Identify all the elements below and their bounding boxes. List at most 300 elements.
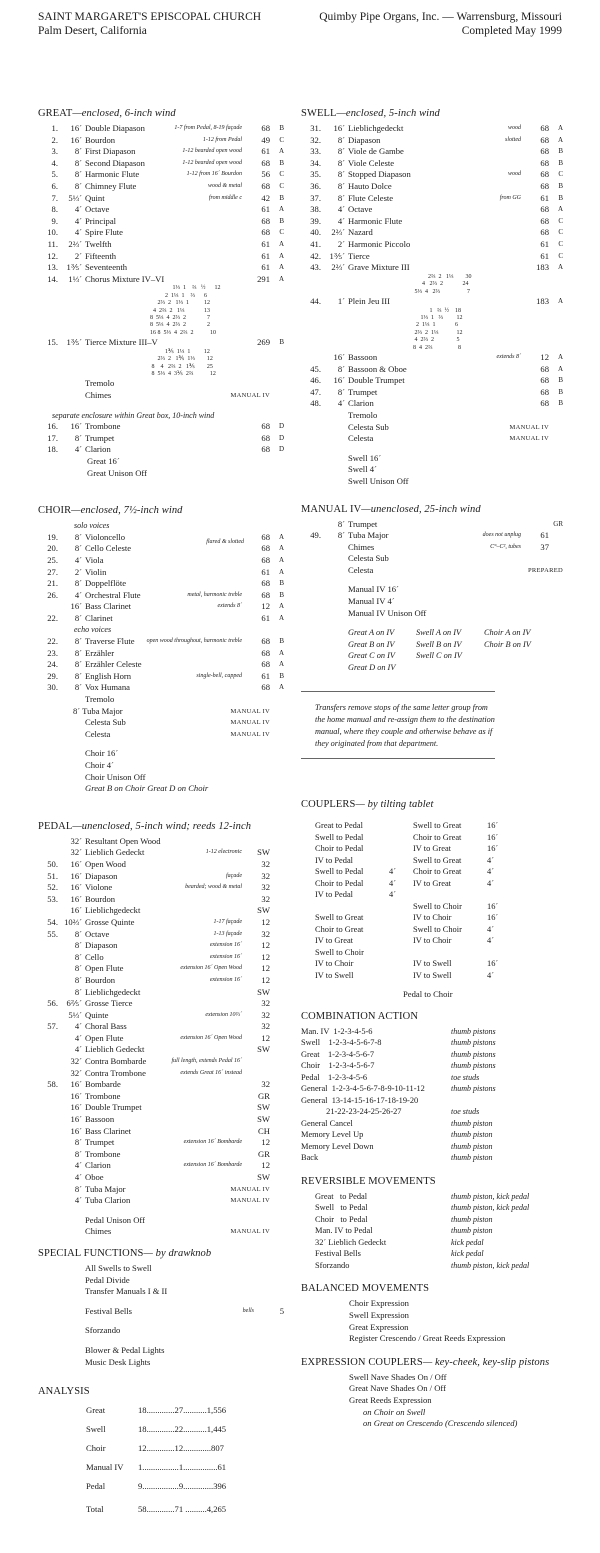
left-column: [38, 108, 284, 1519]
stop-ft: 1⅗´: [329, 250, 345, 261]
swell-reed-list: [301, 352, 563, 410]
stop-name: First Diapason: [85, 146, 136, 157]
analysis-cell: Total: [86, 1504, 104, 1515]
stop-pipes: SW: [257, 1172, 270, 1182]
coupler-cell: IV to Swell: [315, 970, 354, 980]
stop-name: Clarion: [348, 398, 374, 409]
stop-pipes: 61: [540, 192, 549, 203]
stop-note: 1-12 bearded open wood: [182, 159, 242, 166]
special-item: Sforzando: [85, 1325, 121, 1336]
table-cell: Memory Level Down: [301, 1141, 374, 1151]
stop-pipes: 68: [540, 146, 549, 157]
analysis-cell: Swell: [86, 1424, 106, 1435]
stop-pipes: MANUAL IV: [230, 1197, 270, 1205]
stop-row: [301, 193, 563, 205]
stop-row: [38, 847, 284, 859]
stop-ft: 8´: [74, 940, 82, 951]
expression-sub2: on Great on Crescendo (Crescendo silenced): [363, 1418, 518, 1429]
stop-div: A: [278, 683, 284, 692]
stop-div: B: [279, 579, 284, 588]
stop-name: Nazard: [348, 227, 373, 238]
stop-ft: 16´: [70, 1125, 82, 1136]
transfer-cell: Swell A on IV: [416, 628, 462, 638]
manual4-transfer-grid: [301, 627, 563, 673]
coupler-cell: [389, 843, 413, 855]
swell-tremolo: Tremolo: [348, 409, 378, 420]
stop-ft: 8´: [337, 134, 345, 145]
stop-div: B: [279, 193, 284, 202]
coupler-cell: IV to Choir: [315, 959, 354, 969]
stop-pipes: 68: [261, 659, 270, 670]
stop-ft: 10⅔´: [64, 916, 82, 927]
stop-row: [38, 929, 284, 941]
stop-ft: 32´: [70, 847, 82, 858]
stop-num: 23.: [47, 647, 58, 658]
stop-name: Chimney Flute: [85, 180, 137, 191]
coupler-cell: [389, 820, 413, 832]
stop-pipes: 68: [540, 215, 549, 226]
stop-div: B: [558, 147, 563, 156]
stop-row: [38, 998, 284, 1010]
stop-pipes: 32: [261, 1009, 270, 1020]
balanced-list: [301, 1298, 563, 1344]
analysis-cell: 18.............27...........1,556: [138, 1405, 227, 1416]
stop-note: C°–C², tubes: [490, 543, 521, 550]
stop-name: Lieblichgedeckt: [348, 123, 404, 133]
table-cell: [451, 1095, 571, 1107]
swell-unison-off: Swell Unison Off: [348, 475, 409, 486]
stop-ft: 4´: [74, 1032, 82, 1043]
stop-div: A: [278, 532, 284, 541]
stop-row: [38, 940, 284, 952]
transfer-cell: [416, 662, 484, 674]
stop-pipes: 61: [261, 262, 270, 273]
stop-pipes: 68: [261, 123, 270, 133]
stop-name: Second Diapason: [85, 157, 145, 168]
stop-ft: 8´: [337, 157, 345, 168]
stop-row: [38, 1114, 284, 1126]
stop-pipes: 68: [540, 363, 549, 374]
stop-name: Harmonic Flute: [348, 215, 403, 226]
stop-row: [38, 1068, 284, 1080]
reversible-table: [301, 1191, 563, 1272]
stop-ft: 8´: [74, 612, 82, 623]
stop-ft: 8´: [74, 180, 82, 191]
coupler-cell: Choir to Great: [413, 867, 462, 877]
stop-name: Open Flute: [85, 963, 124, 974]
table-cell: General 1-2-3-4-5-6-7-8-9-10-11-12: [301, 1084, 425, 1094]
stop-row: [301, 216, 563, 228]
stop-ft: 8´: [337, 146, 345, 157]
stop-pipes: 37: [540, 541, 549, 552]
expression-item: Great Nave Shades On / Off: [349, 1383, 446, 1394]
stop-row: [38, 963, 284, 975]
stop-ft: 1⅗´: [66, 337, 82, 348]
manual4-title: MANUAL IV—unenclosed, 25-inch wind: [301, 503, 481, 515]
stop-div: B: [558, 376, 563, 385]
manual4-stop-list: [301, 519, 563, 577]
couplers-title: COUPLERS— by tilting tablet: [301, 799, 434, 811]
stop-pipes: 68: [540, 386, 549, 397]
stop-num: 55.: [47, 928, 58, 939]
stop-ft: 8´: [74, 1137, 82, 1148]
stop-note: from middle c: [208, 194, 242, 201]
stop-ft: 4´: [74, 1044, 82, 1055]
coupler-cell: IV to Swell: [413, 959, 452, 969]
table-cell: thumb piston, kick pedal: [451, 1191, 530, 1201]
choir-echo-list: [38, 636, 284, 694]
stop-pipes: 68: [540, 134, 549, 145]
stop-ft: 16´: [333, 351, 345, 362]
stop-pipes: GR: [258, 1090, 270, 1101]
stop-name: Grosse Quinte: [85, 916, 135, 927]
coupler-cell: [389, 912, 413, 924]
analysis-cell: Choir: [86, 1443, 106, 1454]
stop-div: GR: [553, 519, 563, 528]
stop-row: [38, 433, 284, 445]
stop-num: 44.: [310, 295, 321, 306]
stop-row: [301, 519, 563, 531]
stop-ft: 32´: [70, 835, 82, 846]
stop-row: [38, 682, 284, 694]
transfer-cell: Great D on IV: [348, 662, 396, 672]
analysis-cell: 18.............22...........1,445: [138, 1424, 227, 1435]
stop-name: Grave Mixture III: [348, 262, 410, 273]
stop-name: Trumpet: [85, 432, 115, 443]
stop-pipes: 68: [540, 398, 549, 409]
transfer-note: Transfers remove stops of the same letter group from the home manual and re-assign them to the destination manual, where they couple and otherwise behave as if they originated from that department.: [301, 691, 495, 759]
table-cell: toe studs: [451, 1072, 480, 1082]
table-cell: General Cancel: [301, 1118, 353, 1128]
stop-row: [38, 567, 284, 579]
stop-num: 29.: [47, 670, 58, 681]
stop-name: Double Diapason: [85, 123, 145, 133]
stop-ft: 8´: [337, 530, 345, 541]
stop-ft: 16´: [70, 421, 82, 432]
stop-num: 1.: [51, 123, 58, 133]
stop-pipes: 269: [257, 337, 270, 348]
stop-name: Flute Celeste: [348, 192, 394, 203]
stop-ft: 8´: [337, 363, 345, 374]
stop-div: A: [557, 135, 563, 144]
stop-name: Double Trumpet: [85, 1102, 142, 1113]
stop-pipes: 12: [261, 1032, 270, 1043]
stop-name: Bass Clarinet: [85, 1125, 132, 1136]
stop-pipes: 68: [540, 123, 549, 133]
stop-num: 4.: [51, 157, 58, 168]
stop-row: [38, 1033, 284, 1045]
stop-pipes: 42: [261, 192, 270, 203]
stop-pipes: 61: [540, 250, 549, 261]
stop-note: extension 10⅔´: [205, 1011, 242, 1018]
stop-pipes: SW: [257, 1114, 270, 1125]
stop-num: 7.: [51, 192, 58, 203]
stop-div: A: [278, 147, 284, 156]
great-title: GREAT—enclosed, 6-inch wind: [38, 108, 176, 119]
stop-name: Bourdon: [85, 134, 116, 145]
stop-div: A: [278, 613, 284, 622]
transfer-cell: Swell C on IV: [416, 651, 462, 661]
analysis-cell: 1.................1................61: [138, 1462, 227, 1473]
stop-ft: 2´: [74, 566, 82, 577]
completion-date: Completed May 1999: [461, 25, 562, 37]
choir-celesta: Celesta MANUAL IV: [85, 728, 270, 739]
stop-num: 38.: [310, 204, 321, 215]
stop-pipes: MANUAL IV: [230, 1185, 270, 1193]
stop-note: wood & metal: [208, 182, 242, 189]
stop-pipes: 61: [261, 670, 270, 681]
stop-num: 26.: [47, 589, 58, 600]
stop-name: Bass Clarinet: [85, 601, 132, 612]
stop-div: D: [278, 422, 284, 431]
great-mixture14: 1⅓ 1 ⅔ ½ 12 2 1⅓ 1 ⅔ 6 2⅔ 2 1⅓ 1 12 4 2⅔ 2 1⅓ 13 8 5⅓ 4 2⅔ 2 7 8 5⅓ 4 2⅔ 2 2 16 8 5⅓ 4 2⅔ 2 10: [150, 285, 221, 336]
table-cell: General 13-14-15-16-17-18-19-20: [301, 1095, 419, 1105]
stop-name: Spire Flute: [85, 227, 123, 238]
stop-name: Traverse Flute: [85, 636, 135, 647]
stop-pipes: 61: [540, 238, 549, 249]
stop-num: 12.: [47, 250, 58, 261]
stop-row: [38, 659, 284, 671]
stop-div: D: [278, 433, 284, 442]
stop-div: A: [278, 274, 284, 283]
special-item: Music Desk Lights: [85, 1356, 151, 1367]
stop-name: Doppelflöte: [85, 578, 127, 589]
coupler-cell: Swell to Great: [315, 913, 364, 923]
coupler-cell: 4´: [389, 878, 396, 888]
stop-num: 45.: [310, 363, 321, 374]
stop-row: [38, 1091, 284, 1103]
stop-name: Tuba Major: [85, 1183, 126, 1194]
stop-pipes: 12: [261, 940, 270, 951]
coupler-cell: Swell to Choir: [413, 901, 462, 911]
stop-div: B: [558, 193, 563, 202]
stop-div: B: [279, 671, 284, 680]
stop-pipes: 68: [261, 578, 270, 589]
coupler-cell: IV to Swell: [413, 970, 452, 980]
swell-16: Swell 16´: [348, 452, 382, 463]
stop-pipes: 12: [540, 351, 549, 362]
stop-pipes: 32: [261, 882, 270, 893]
stop-pipes: 68: [261, 647, 270, 658]
balanced-title: BALANCED MOVEMENTS: [301, 1283, 430, 1295]
stop-pipes: 68: [540, 169, 549, 180]
great-16-coupler: Great 16´: [87, 455, 120, 466]
coupler-cell: Swell to Pedal: [315, 832, 364, 842]
stop-pipes: 12: [261, 916, 270, 927]
choir-title: CHOIR—enclosed, 7½-inch wind: [38, 505, 183, 517]
manual4-16: Manual IV 16´: [348, 584, 399, 595]
transfer-cell: Great A on IV: [348, 628, 395, 638]
stop-num: 49.: [310, 530, 321, 541]
stop-row: [38, 169, 284, 181]
coupler-cell: [389, 970, 413, 982]
manual4-unison-off: Manual IV Unison Off: [348, 607, 427, 618]
table-cell: thumb piston: [451, 1118, 493, 1128]
stop-name: Octave: [85, 928, 110, 939]
stop-ft: 8´: [74, 531, 82, 542]
stop-num: 47.: [310, 386, 321, 397]
stop-num: 52.: [47, 882, 58, 893]
table-cell: Great 1-2-3-4-5-6-7: [301, 1049, 375, 1059]
transfer-cell: Choir B on IV: [484, 639, 531, 649]
stop-row: [301, 227, 563, 239]
coupler-cell: 4´: [487, 878, 494, 888]
stop-ft: 16´: [70, 905, 82, 916]
transfer-cell: [484, 662, 552, 674]
stop-name: Double Trumpet: [348, 375, 405, 386]
stop-num: 18.: [47, 444, 58, 455]
stop-row: [38, 1160, 284, 1172]
stop-ft: 4´: [337, 215, 345, 226]
coupler-cell: [413, 889, 487, 901]
stop-name: Seventeenth: [85, 262, 127, 273]
pedal-stop-list: [38, 836, 284, 1207]
stop-row: [38, 158, 284, 170]
stop-div: A: [557, 263, 563, 272]
stop-pipes: 68: [540, 204, 549, 215]
pedal-title: PEDAL—unenclosed, 5-inch wind; reeds 12-inch: [38, 820, 252, 832]
analysis-cell: 9.................9..............396: [138, 1481, 227, 1492]
stop-row: [38, 671, 284, 683]
stop-pipes: 68: [261, 157, 270, 168]
expression-sub1: on Choir on Swell: [363, 1406, 426, 1417]
stop-row: [38, 987, 284, 999]
stop-name: Trombone: [85, 1148, 121, 1159]
stop-pipes: 68: [261, 636, 270, 647]
stop-row: [38, 1184, 284, 1196]
stop-name: Bourdon: [85, 974, 116, 985]
stop-pipes: 49: [261, 134, 270, 145]
stop-pipes: 61: [261, 204, 270, 215]
stop-row: [38, 836, 284, 848]
special-item: Pedal Divide: [85, 1274, 130, 1285]
stop-name: Lieblichgedeckt: [85, 986, 141, 997]
reversible-title: REVERSIBLE MOVEMENTS: [301, 1175, 436, 1187]
coupler-cell: Swell to Great: [413, 855, 462, 865]
analysis-cell: Great: [86, 1405, 106, 1416]
stop-note: single-bell, capped: [196, 672, 242, 679]
stop-ft: 4´: [74, 589, 82, 600]
stop-pipes: 68: [261, 432, 270, 443]
table-cell: 21-22-23-24-25-26-27: [301, 1107, 402, 1117]
swell-mixture44: 1 ⅔ ½ 18 1⅓ 1 ⅔ 12 2 1⅓ 1 6 2⅔ 2 1⅓ 12 4 2⅔ 2 5 8 4 2⅔ 8: [413, 307, 463, 351]
table-cell: Back: [301, 1153, 319, 1163]
stop-pipes: 68: [261, 531, 270, 542]
stop-div: B: [279, 158, 284, 167]
stop-div: A: [278, 251, 284, 260]
table-cell: thumb pistons: [451, 1038, 496, 1048]
stop-name: Quinte: [85, 1009, 109, 1020]
stop-ft: 32´: [70, 1056, 82, 1067]
stop-row: [301, 251, 563, 263]
stop-row: [38, 905, 284, 917]
stop-num: 36.: [310, 180, 321, 191]
table-cell: Memory Level Up: [301, 1130, 364, 1140]
stop-ft: 8´: [74, 169, 82, 180]
choir-4: Choir 4´: [85, 760, 114, 770]
stop-name: Clarion: [85, 444, 111, 455]
stop-name: Tierce: [348, 250, 370, 261]
stop-ft: 8´: [74, 1148, 82, 1159]
stop-pipes: 68: [261, 444, 270, 455]
special-festival-bells: Festival Bells bells 5: [85, 1305, 284, 1316]
stop-ft: 8´: [74, 682, 82, 693]
stop-pipes: SW: [257, 1044, 270, 1055]
table-cell: Choir to Pedal: [315, 1214, 368, 1224]
stop-div: A: [557, 352, 563, 361]
stop-num: 3.: [51, 146, 58, 157]
stop-pipes: 68: [261, 227, 270, 238]
stop-row: [38, 952, 284, 964]
stop-div: B: [279, 637, 284, 646]
table-cell: Pedal 1-2-3-4-5-6: [301, 1072, 368, 1082]
stop-num: 5.: [51, 169, 58, 180]
stop-ft: 8´: [74, 636, 82, 647]
coupler-cell: IV to Great: [413, 878, 451, 888]
table-cell: thumb piston: [451, 1226, 493, 1236]
stop-pipes: CH: [258, 1125, 270, 1136]
stop-name: Cello Celeste: [85, 543, 132, 554]
stop-ft: 1⅗´: [66, 262, 82, 273]
transfer-cell: Swell B on IV: [416, 639, 462, 649]
stop-note: 1-12 from 16´ Bourdon: [186, 171, 242, 178]
stop-div: A: [278, 660, 284, 669]
table-cell: thumb piston, kick pedal: [451, 1203, 530, 1213]
stop-name: Harmonic Flute: [85, 169, 140, 180]
choir-solo-label: solo voices: [74, 521, 110, 531]
coupler-cell: Choir to Pedal: [315, 844, 364, 854]
stop-row: [38, 262, 284, 274]
stop-num: 39.: [310, 215, 321, 226]
stop-num: 42.: [310, 250, 321, 261]
stop-pipes: 32: [261, 858, 270, 869]
stop-pipes: 68: [540, 157, 549, 168]
stop-name: Diapason: [85, 940, 118, 951]
stop-ft: 16´: [70, 858, 82, 869]
coupler-cell: [315, 901, 389, 913]
stop-ft: 8´: [74, 659, 82, 670]
stop-ft: 2⅔´: [331, 227, 345, 238]
stop-row: [38, 859, 284, 871]
swell-celesta-sub: Celesta Sub MANUAL IV: [348, 421, 549, 432]
stop-row: [38, 543, 284, 555]
balanced-item: Choir Expression: [349, 1298, 409, 1309]
pedal-chimes: Chimes MANUAL IV: [85, 1226, 270, 1237]
stop-ft: 8´: [337, 386, 345, 397]
great-chimes: Chimes MANUAL IV: [85, 389, 270, 400]
stop-row: [38, 274, 284, 286]
stop-row: [38, 590, 284, 602]
stop-name: Principal: [85, 215, 117, 226]
stop-note: wood: [507, 171, 521, 178]
choir-echo-label: echo voices: [74, 625, 112, 635]
stop-name: Tuba Major: [348, 530, 389, 541]
stop-num: 40.: [310, 227, 321, 238]
stop-ft: 2´: [74, 250, 82, 261]
stop-pipes: 68: [261, 215, 270, 226]
coupler-cell: Choir to Great: [413, 832, 462, 842]
coupler-cell: [389, 901, 413, 913]
stop-note: extension 16´ Bombarde: [183, 1162, 242, 1169]
stop-div: C: [279, 181, 284, 190]
stop-div: A: [278, 602, 284, 611]
stop-row: [301, 169, 563, 181]
stop-ft: 16´: [333, 123, 345, 133]
coupler-cell: [487, 947, 507, 959]
stop-name: Orchestral Flute: [85, 589, 141, 600]
swell-title: SWELL—enclosed, 5-inch wind: [301, 108, 440, 119]
special-item: All Swells to Swell: [85, 1262, 152, 1273]
